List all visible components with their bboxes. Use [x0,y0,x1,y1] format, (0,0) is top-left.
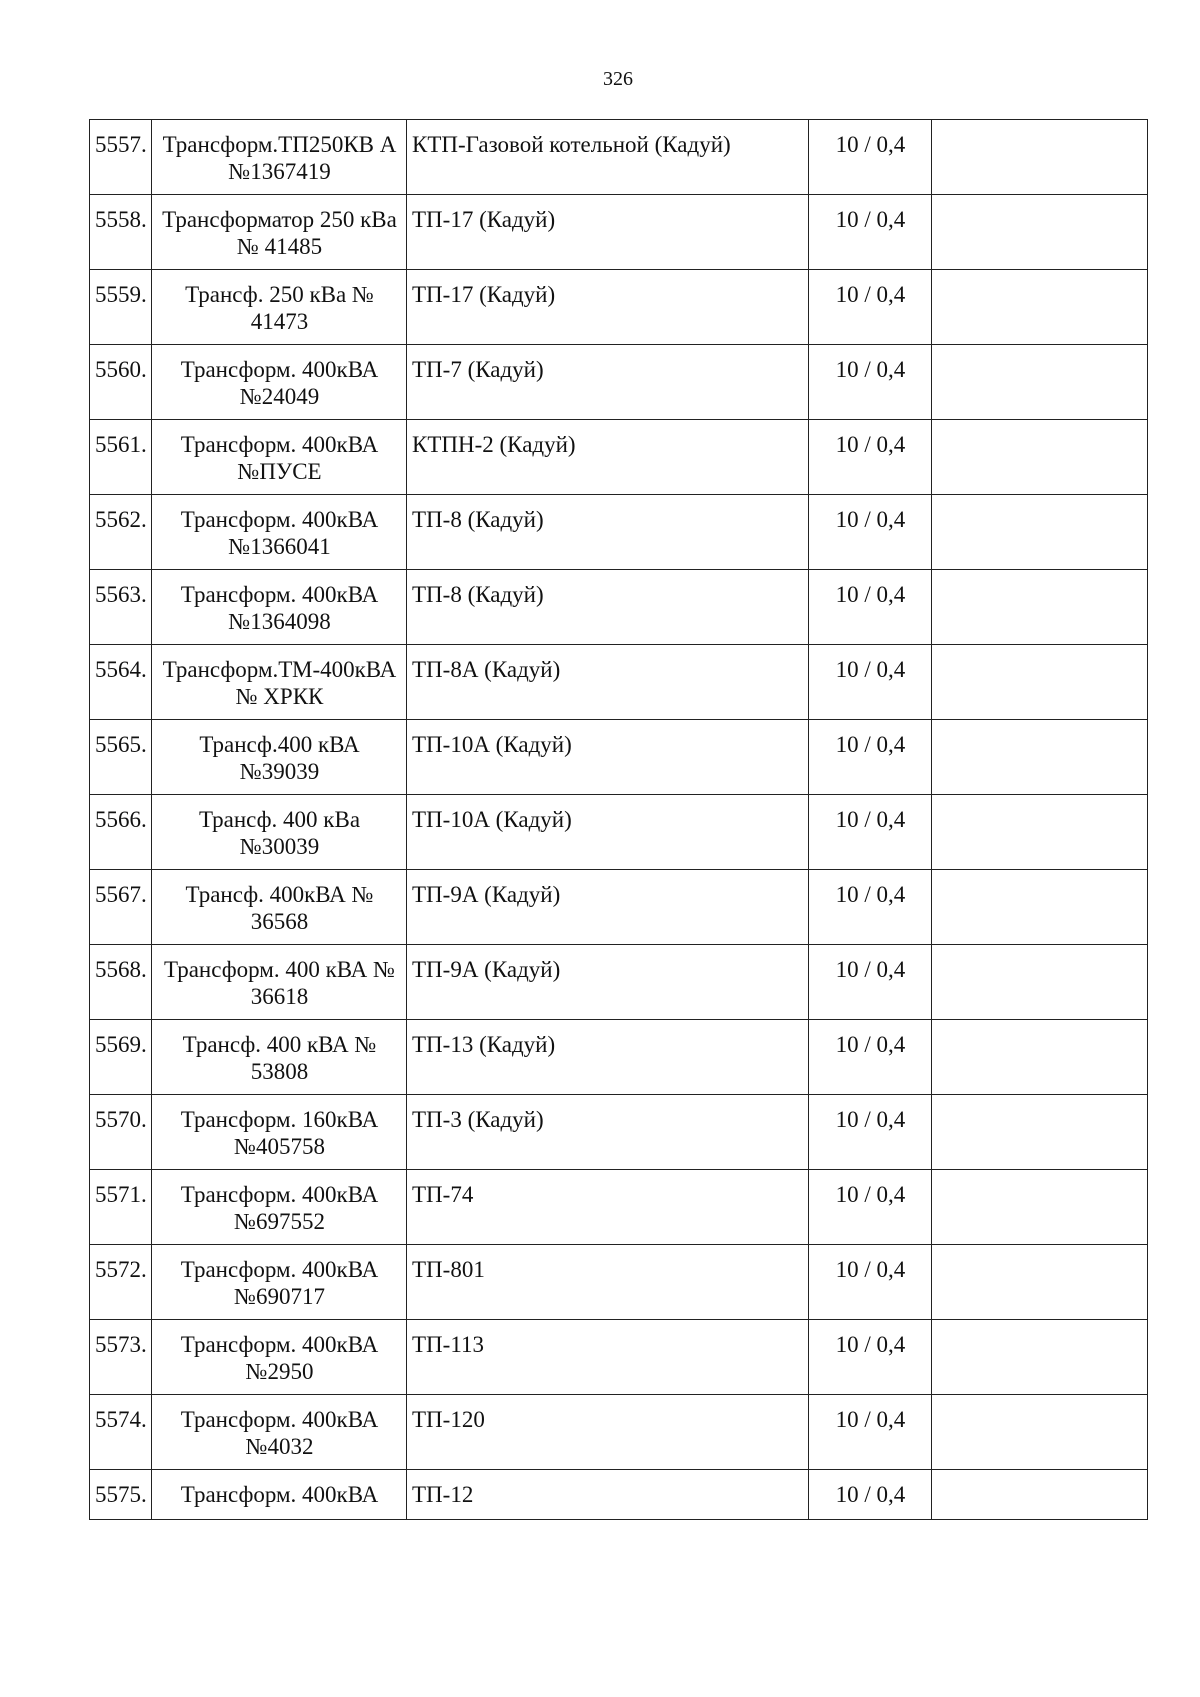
voltage-cell: 10 / 0,4 [809,1320,932,1395]
table-row [90,1095,1148,1170]
location-cell: ТП-12 [407,1470,809,1520]
location-cell: ТП-120 [407,1395,809,1470]
location-cell: КТПН-2 (Кадуй) [407,420,809,495]
voltage-cell: 10 / 0,4 [809,1470,932,1520]
equipment-name-cell: Трансформ. 160кВА №405758 [152,1095,407,1170]
equipment-name-cell: Трансф. 400 кВа №30039 [152,795,407,870]
location-cell: ТП-8 (Кадуй) [407,495,809,570]
voltage-cell: 10 / 0,4 [809,870,932,945]
voltage-cell: 10 / 0,4 [809,1020,932,1095]
row-number-cell: 5559. [90,270,152,345]
empty-cell [932,570,1148,645]
location-cell: ТП-13 (Кадуй) [407,1020,809,1095]
row-number-cell: 5562. [90,495,152,570]
empty-cell [932,270,1148,345]
location-cell: ТП-74 [407,1170,809,1245]
table-body [90,120,1148,1520]
table-row [90,120,1148,195]
table-row [90,345,1148,420]
voltage-cell: 10 / 0,4 [809,1095,932,1170]
equipment-name-cell: Трансформ.ТП250КВ А №1367419 [152,120,407,195]
voltage-cell: 10 / 0,4 [809,195,932,270]
voltage-cell: 10 / 0,4 [809,720,932,795]
row-number-cell: 5561. [90,420,152,495]
voltage-cell: 10 / 0,4 [809,1170,932,1245]
table-row [90,195,1148,270]
equipment-name-cell: Трансформатор 250 кВа № 41485 [152,195,407,270]
location-cell: ТП-113 [407,1320,809,1395]
table-row [90,945,1148,1020]
location-cell: ТП-8 (Кадуй) [407,570,809,645]
empty-cell [932,1395,1148,1470]
equipment-name-cell: Трансформ. 400кВА №ПУСЕ [152,420,407,495]
table-row [90,645,1148,720]
location-cell: ТП-17 (Кадуй) [407,270,809,345]
voltage-cell: 10 / 0,4 [809,795,932,870]
empty-cell [932,195,1148,270]
empty-cell [932,1245,1148,1320]
empty-cell [932,345,1148,420]
row-number-cell: 5574. [90,1395,152,1470]
table-row [90,495,1148,570]
location-cell: ТП-10А (Кадуй) [407,795,809,870]
equipment-name-cell: Трансформ. 400кВА №4032 [152,1395,407,1470]
equipment-name-cell: Трансформ. 400кВА №697552 [152,1170,407,1245]
row-number-cell: 5573. [90,1320,152,1395]
voltage-cell: 10 / 0,4 [809,270,932,345]
row-number-cell: 5565. [90,720,152,795]
equipment-name-cell: Трансформ. 400кВА №24049 [152,345,407,420]
row-number-cell: 5567. [90,870,152,945]
empty-cell [932,120,1148,195]
row-number-cell: 5572. [90,1245,152,1320]
row-number-cell: 5570. [90,1095,152,1170]
empty-cell [932,645,1148,720]
row-number-cell: 5564. [90,645,152,720]
table-row [90,1170,1148,1245]
table-row [90,1020,1148,1095]
empty-cell [932,1020,1148,1095]
voltage-cell: 10 / 0,4 [809,495,932,570]
location-cell: ТП-9А (Кадуй) [407,870,809,945]
table-row [90,1470,1148,1520]
voltage-cell: 10 / 0,4 [809,1245,932,1320]
voltage-cell: 10 / 0,4 [809,420,932,495]
row-number-cell: 5558. [90,195,152,270]
table-row [90,270,1148,345]
equipment-name-cell: Трансформ.ТМ-400кВА № ХРКК [152,645,407,720]
equipment-name-cell: Трансформ. 400кВА №1366041 [152,495,407,570]
page-number: 326 [603,68,633,90]
empty-cell [932,1320,1148,1395]
row-number-cell: 5563. [90,570,152,645]
row-number-cell: 5571. [90,1170,152,1245]
table-row [90,1320,1148,1395]
table-row [90,1245,1148,1320]
row-number-cell: 5568. [90,945,152,1020]
equipment-name-cell: Трансформ. 400кВА №2950 [152,1320,407,1395]
table-row [90,720,1148,795]
equipment-name-cell: Трансформ. 400кВА №690717 [152,1245,407,1320]
empty-cell [932,1470,1148,1520]
location-cell: ТП-7 (Кадуй) [407,345,809,420]
table-row [90,420,1148,495]
voltage-cell: 10 / 0,4 [809,120,932,195]
row-number-cell: 5557. [90,120,152,195]
table-row [90,870,1148,945]
equipment-name-cell: Трансформ. 400кВА №1364098 [152,570,407,645]
voltage-cell: 10 / 0,4 [809,345,932,420]
empty-cell [932,1170,1148,1245]
empty-cell [932,795,1148,870]
equipment-name-cell: Трансф. 400кВА № 36568 [152,870,407,945]
empty-cell [932,720,1148,795]
location-cell: ТП-17 (Кадуй) [407,195,809,270]
equipment-name-cell: Трансф. 250 кВа № 41473 [152,270,407,345]
voltage-cell: 10 / 0,4 [809,945,932,1020]
table-row [90,795,1148,870]
empty-cell [932,420,1148,495]
row-number-cell: 5560. [90,345,152,420]
table-row [90,1395,1148,1470]
location-cell: ТП-9А (Кадуй) [407,945,809,1020]
location-cell: ТП-3 (Кадуй) [407,1095,809,1170]
location-cell: ТП-10А (Кадуй) [407,720,809,795]
row-number-cell: 5569. [90,1020,152,1095]
equipment-name-cell: Трансф.400 кВА №39039 [152,720,407,795]
voltage-cell: 10 / 0,4 [809,645,932,720]
empty-cell [932,870,1148,945]
voltage-cell: 10 / 0,4 [809,570,932,645]
equipment-name-cell: Трансформ. 400 кВА № 36618 [152,945,407,1020]
table-row [90,570,1148,645]
row-number-cell: 5566. [90,795,152,870]
empty-cell [932,495,1148,570]
empty-cell [932,1095,1148,1170]
equipment-name-cell: Трансф. 400 кВА № 53808 [152,1020,407,1095]
location-cell: КТП-Газовой котельной (Кадуй) [407,120,809,195]
equipment-table [89,119,1148,1520]
location-cell: ТП-8А (Кадуй) [407,645,809,720]
empty-cell [932,945,1148,1020]
equipment-name-cell: Трансформ. 400кВА [152,1470,407,1520]
voltage-cell: 10 / 0,4 [809,1395,932,1470]
row-number-cell: 5575. [90,1470,152,1520]
location-cell: ТП-801 [407,1245,809,1320]
